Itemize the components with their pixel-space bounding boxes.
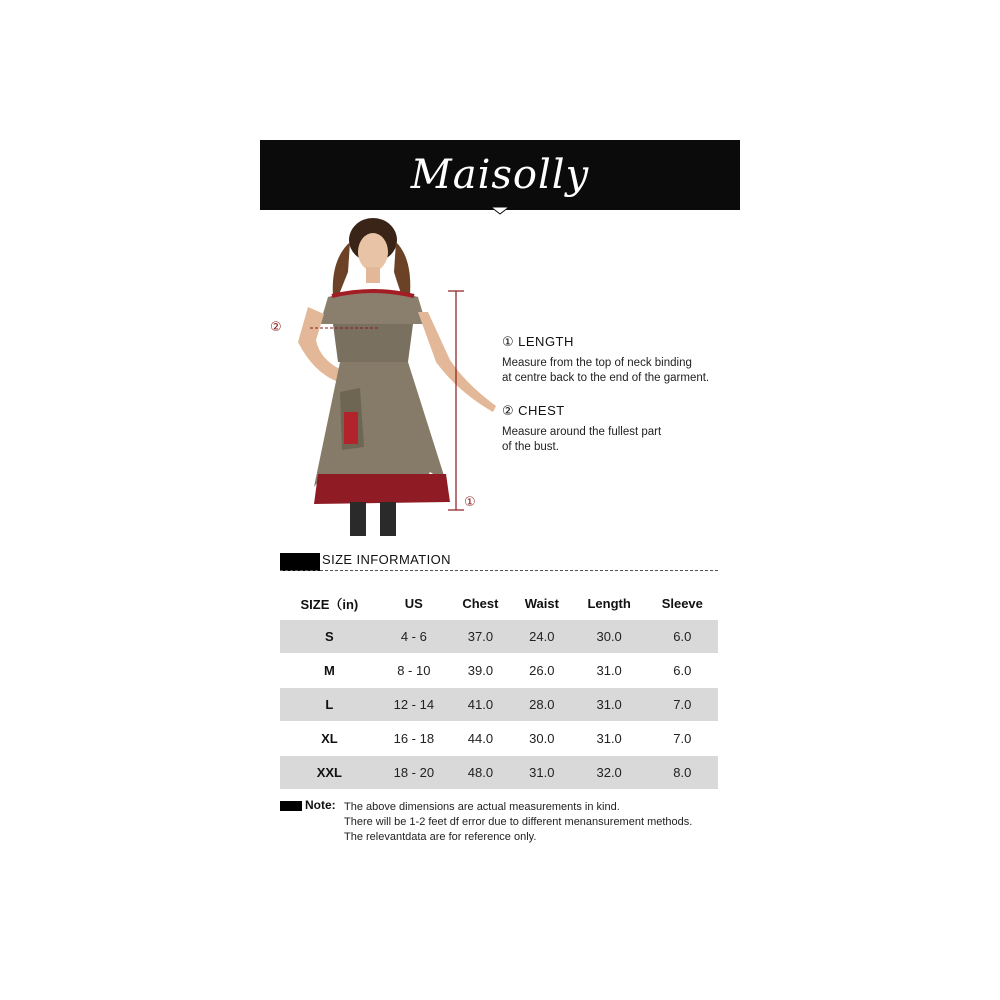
cell-length: 31.0 [572,688,647,722]
model-figure [268,212,498,542]
length-marker-label: ① [464,495,476,510]
cell-chest: 39.0 [449,654,512,688]
cell-sleeve: 6.0 [647,620,718,654]
cell-waist: 26.0 [512,654,572,688]
length-desc-line1: Measure from the top of neck binding [502,357,692,369]
table-row [280,620,718,654]
cell-us: 12 - 14 [379,688,449,722]
size-section-title: SIZE INFORMATION [322,552,451,567]
dress-illustration [268,212,498,542]
cell-chest: 41.0 [449,688,512,722]
length-title [502,334,742,350]
note-marker-bar [280,801,302,811]
cell-length: 31.0 [572,654,647,688]
size-table [280,586,718,790]
cell-chest: 44.0 [449,722,512,756]
table-row [280,722,718,756]
header-length: Length [587,595,631,611]
cell-sleeve: 7.0 [647,722,718,756]
cell-size: S [280,620,379,654]
cell-size: M [280,654,379,688]
cell-waist: 30.0 [512,722,572,756]
cell-waist: 28.0 [512,688,572,722]
cell-chest: 48.0 [449,756,512,790]
section-divider [280,570,718,571]
cell-sleeve: 8.0 [647,756,718,790]
chest-desc-line1: Measure around the fullest part [502,426,662,438]
cell-sleeve: 6.0 [647,654,718,688]
length-description [502,356,742,386]
header-sleeve: Sleeve [661,595,703,611]
table-row [280,688,718,722]
cell-chest: 37.0 [449,620,512,654]
chest-marker: ② [502,404,515,419]
table-row [280,756,718,790]
cell-us: 18 - 20 [379,756,449,790]
cell-waist: 24.0 [512,620,572,654]
header-us: US [404,595,423,611]
brand-logo: Maisolly [410,152,590,198]
chest-title [502,403,742,419]
cell-length: 31.0 [572,722,647,756]
cell-length: 30.0 [572,620,647,654]
cell-sleeve: 7.0 [647,688,718,722]
header-size: SIZE（in) [300,596,359,612]
chest-desc-line2: of the bust. [502,441,559,453]
cell-waist: 31.0 [512,756,572,790]
cell-us: 16 - 18 [379,722,449,756]
section-marker-bar [280,553,320,571]
note-line2: There will be 1-2 feet df error due to different menansurement methods. [344,816,693,828]
cell-us: 8 - 10 [379,654,449,688]
cell-us: 4 - 6 [379,620,449,654]
size-chart-sheet [260,140,740,860]
size-table-header-row [280,586,718,620]
table-row [280,654,718,688]
length-desc-line2: at centre back to the end of the garment. [502,372,710,384]
note-text [344,800,692,845]
cell-length: 32.0 [572,756,647,790]
header-waist: Waist [524,595,559,611]
cell-size: XL [280,722,379,756]
chest-marker-label: ② [270,320,282,335]
chest-instructions [502,403,742,455]
cell-size: L [280,688,379,722]
length-marker: ① [502,335,515,350]
chest-title-text: CHEST [518,403,565,418]
brand-banner [260,140,740,210]
note-label: Note: [305,798,336,812]
note-line1: The above dimensions are actual measurements in kind. [344,801,620,813]
header-chest: Chest [462,595,499,611]
note-line3: The relevantdata are for reference only. [344,831,537,843]
length-instructions [502,334,742,386]
length-title-text: LENGTH [518,334,574,349]
cell-size: XXL [280,756,379,790]
chest-description [502,425,742,455]
